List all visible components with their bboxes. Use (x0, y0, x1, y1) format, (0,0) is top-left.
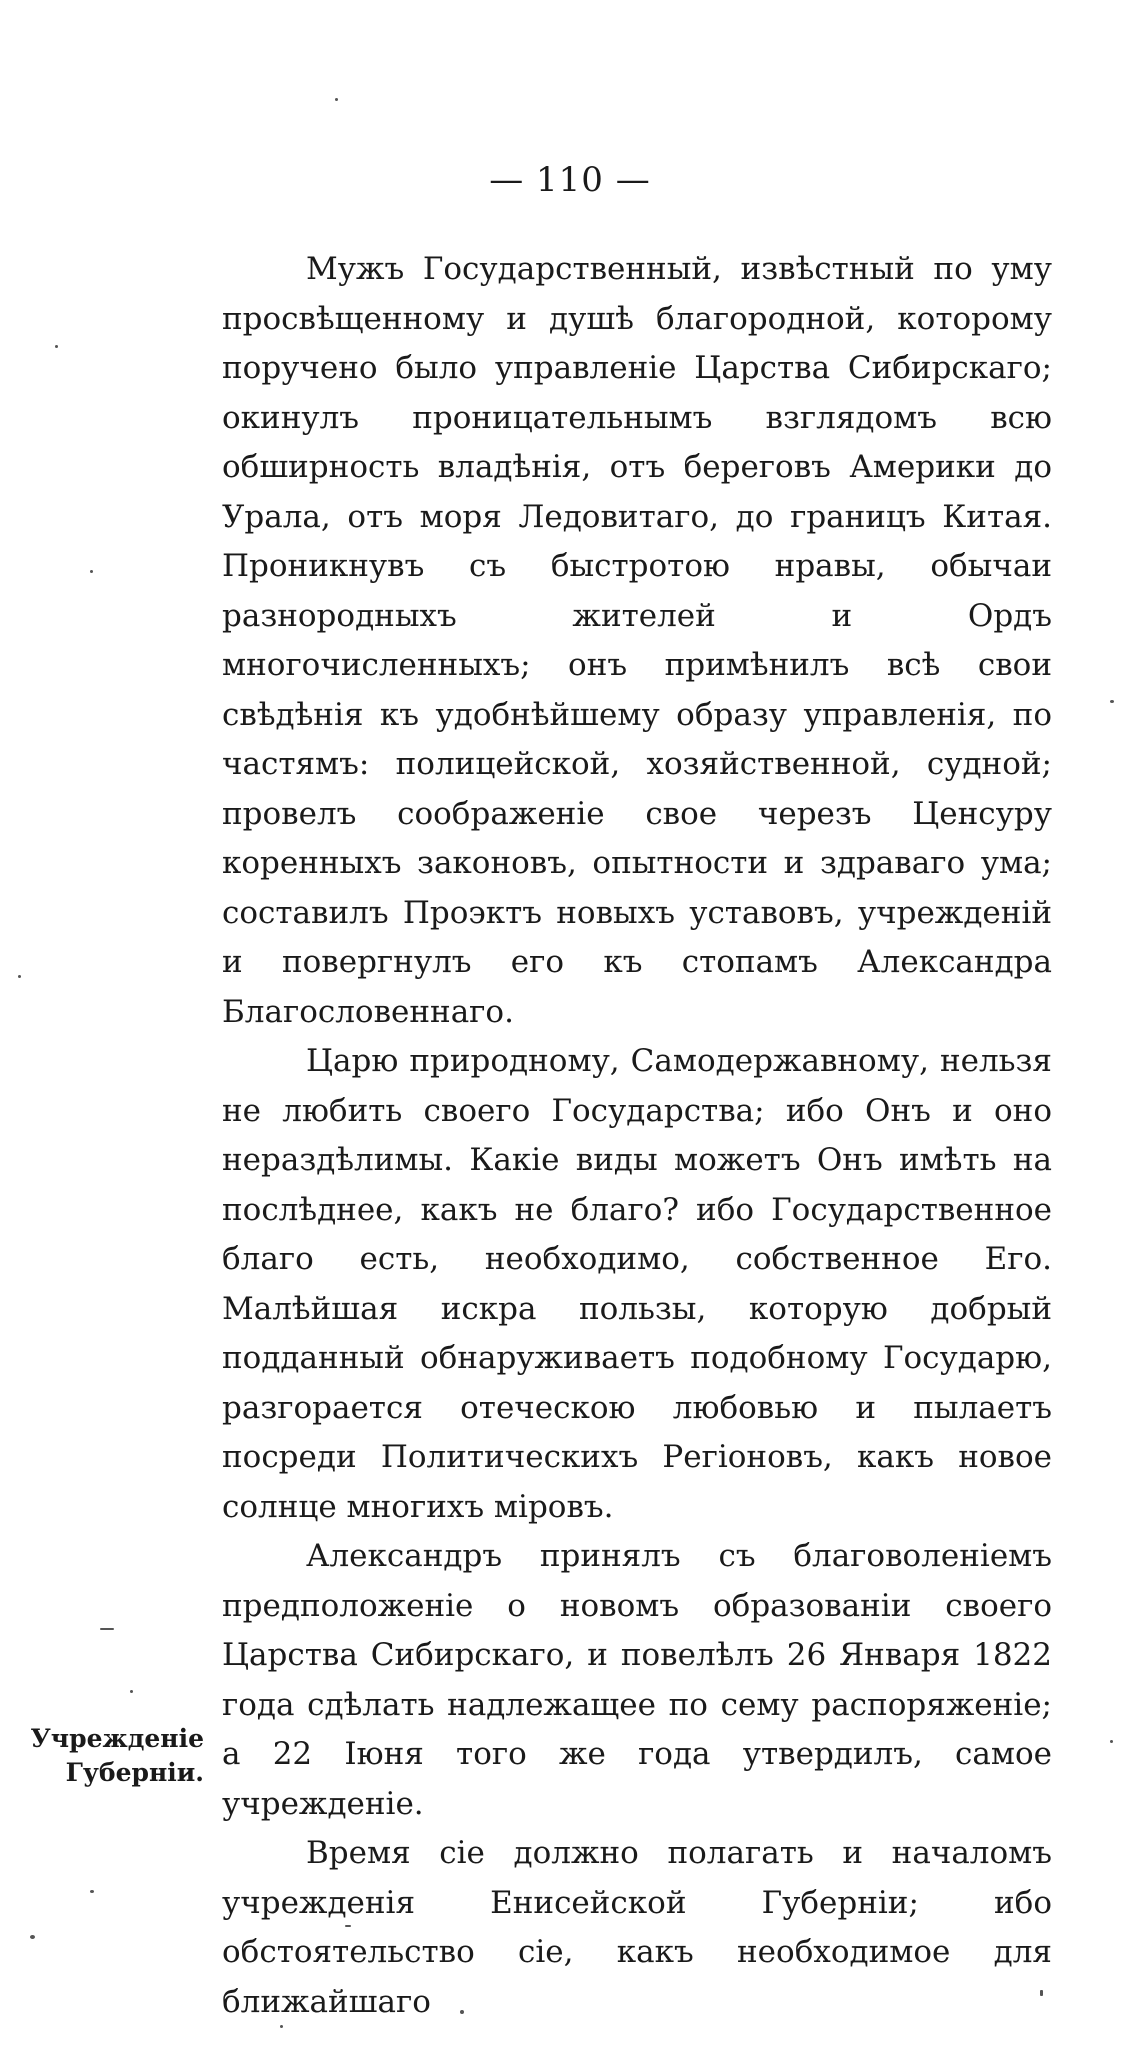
paragraph-1: Мужъ Государственный, извѣстный по уму просвѣщенному и душѣ благородной, которому поручено было управленіе Царства Сибирскаго; окинулъ проницательнымъ взглядомъ всю обширность владѣнія, отъ береговъ Америки до Урала, отъ моря Ледовитаго, до границъ Китая. Проникнувъ съ быстротою нравы, обычаи разнородныхъ жителей и Ордъ многочисленныхъ; онъ примѣнилъ всѣ свои свѣдѣнія къ удобнѣйшему образу управленія, по частямъ: полицейской, хозяйственной, судной; провелъ соображеніе свое черезъ Ценсуру коренныхъ законовъ, опытности и здраваго ума; составилъ Проэктъ новыхъ уставовъ, учрежденій и повергнулъ его къ стопамъ Александра Благословеннаго. (222, 251, 1052, 1030)
scan-speck (1110, 1740, 1113, 1743)
scan-speck (460, 2010, 464, 2014)
scan-speck (130, 1690, 133, 1693)
scan-speck (345, 1925, 351, 1927)
paragraph-3: Александръ принялъ съ благоволеніемъ предположеніе о новомъ образованіи своего Царства Сибирскаго, и повелѣлъ 26 Января 1822 года сдѣлать надлежащее по сему распоряженіе; а 22 Іюня того же года утвердилъ, самое учрежденіе. (222, 1538, 1052, 1822)
paragraph-4: Время сіе должно полагать и началомъ учрежденія Енисейской Губерніи; ибо обстоятельство сіе, какъ необходимое для ближайшаго (222, 1835, 1052, 2020)
scan-speck (100, 1628, 114, 1630)
scan-speck (1040, 1990, 1043, 1996)
page-number: — 110 — (489, 160, 651, 200)
paragraph-2: Царю природному, Самодержавному, нельзя не любить своего Государства; ибо Онъ и оно нераздѣлимы. Какіе виды можетъ Онъ имѣть на послѣднее, какъ не благо? ибо Государственное благо есть, необходимо, собственное Его. Малѣйшая искра пользы, которую добрый подданный обнаруживаетъ подобному Государю, разгорается отеческою любовью и пылаетъ посреди Политическихъ Регіоновъ, какъ новое солнце многихъ міровъ. (222, 1043, 1052, 1525)
scan-speck (90, 1890, 94, 1893)
scan-speck (1110, 700, 1114, 703)
scan-speck (280, 2025, 283, 2028)
scan-speck (335, 98, 338, 101)
scan-speck (90, 570, 93, 573)
scan-speck (30, 1935, 35, 1939)
scan-speck (18, 975, 21, 978)
scan-speck (55, 345, 58, 348)
body-text (222, 245, 1052, 2027)
margin-note: Учрежденіе Губерніи. (30, 1724, 204, 1787)
